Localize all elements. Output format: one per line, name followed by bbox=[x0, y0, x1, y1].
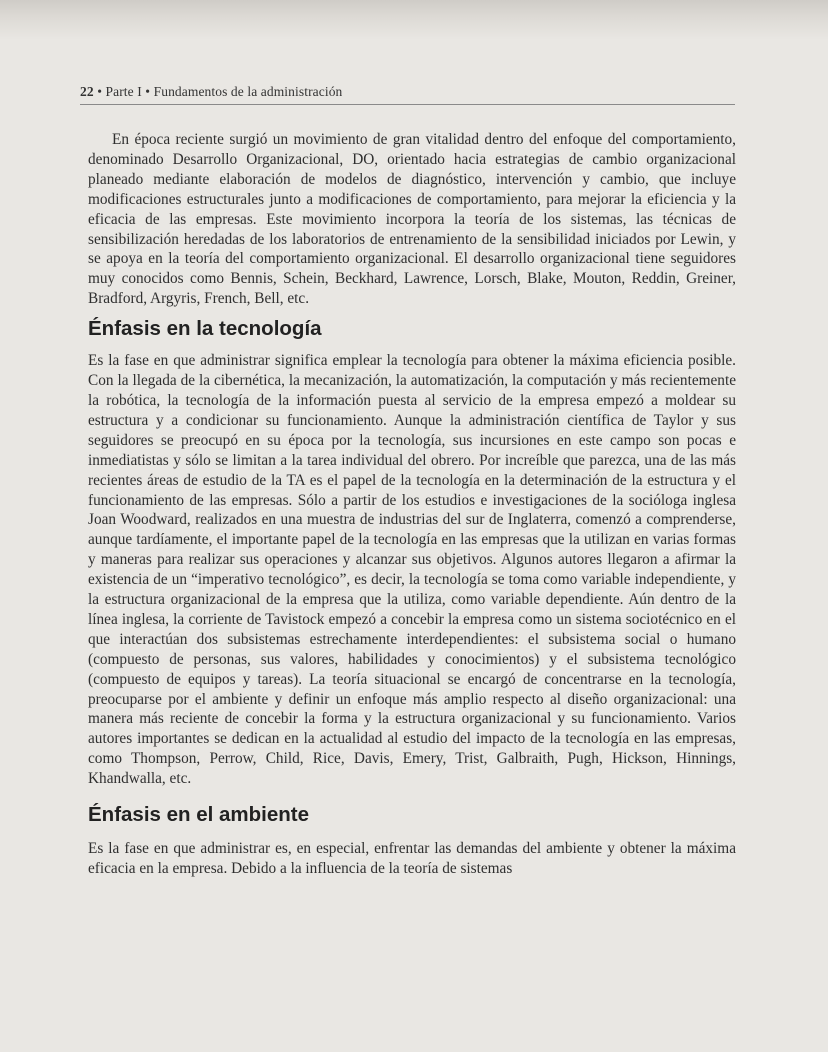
heading-enfasis-tecnologia: Énfasis en la tecnología bbox=[88, 317, 322, 341]
header-separator: • bbox=[97, 84, 103, 99]
scan-top-shadow bbox=[0, 0, 828, 40]
page-number: 22 bbox=[80, 84, 94, 99]
paragraph-desarrollo-organizacional: En época reciente surgió un movimiento de gran vitalidad dentro del enfoque del comportamiento, denominado Desarrollo Organizacional, DO, orientado hacia estrategias de cambio organizacional planeado mediante elaboración de modelos de diagnóstico, intervención y cambio, que incluye modificaciones estructurales junto a modificaciones de comportamiento, para mejorar la eficiencia y la eficacia de las empresas. Este movimiento incorpora la teoría de los sistemas, las técnicas de sensibilización heredadas de los laboratorios de entrenamiento de la sensibilidad iniciados por Lewin, y se apoya en la teoría del comportamiento organizacional. El desarrollo organizacional tiene seguidores muy conocidos como Bennis, Schein, Beckhard, Lawrence, Lorsch, Blake, Mouton, Reddin, Greiner, Bradford, Argyris, French, Bell, etc. bbox=[88, 131, 736, 308]
heading-enfasis-ambiente: Énfasis en el ambiente bbox=[88, 803, 310, 827]
page-content bbox=[88, 130, 736, 879]
running-header bbox=[80, 84, 735, 105]
header-part: Parte I bbox=[105, 84, 142, 99]
paragraph-enfasis-tecnologia: Es la fase en que administrar significa emplear la tecnología para obtener la máxima eficiencia posible. Con la llegada de la cibernética, la mecanización, la automatización, la computación y más recientemente la robótica, la tecnología de la información puesta al servicio de la empresa empezó a moldear su estructura y a condicionar su funcionamiento. Aunque la administración científica de Taylor y sus seguidores se preocupó en su época por la tecnología, sus incursiones en este campo son pocas e inmediatistas y sólo se limitan a la tarea individual del obrero. Por increíble que parezca, una de las más recientes áreas de estudio de la TA es el papel de la tecnología en la determinación de la estructura y el funcionamiento de las empresas. Sólo a partir de los estudios e investigaciones de la socióloga inglesa Joan Woodward, realizados en una muestra de industrias del sur de Inglaterra, comenzó a comprenderse, aunque tardíamente, el importante papel de la tecnología en las empresas que la utilizan en varias formas y maneras para realizar sus operaciones y alcanzar sus objetivos. Algunos autores llegaron a afirmar la existencia de un “imperativo tecnológico”, es decir, la tecnología se toma como variable independiente, y la estructura organizacional de la empresa que la utiliza, como variable dependiente. Aún dentro de la línea inglesa, la corriente de Tavistock empezó a concebir la empresa como un sistema sociotécnico en el que interactúan dos subsistemas estrechamente interdependientes: el subsistema social o humano (compuesto de personas, sus valores, habilidades y conocimientos) y el subsistema tecnológico (compuesto de equipos y tareas). La teoría situacional se encargó de concentrarse en la tecnología, preocuparse por el ambiente y definir un enfoque más amplio respecto al diseño organizacional: una manera más reciente de concebir la forma y la estructura organizacional y su funcionamiento. Varios autores importantes se dedican en la actualidad al estudio del impacto de la tecnología en las empresas, como Thompson, Perrow, Child, Rice, Davis, Emery, Trist, Galbraith, Pugh, Hickson, Hinnings, Khandwalla, etc. bbox=[88, 352, 736, 788]
paragraph-enfasis-ambiente: Es la fase en que administrar es, en especial, enfrentar las demandas del ambiente y obtener la máxima eficacia en la empresa. Debido a la influencia de la teoría de sistemas bbox=[88, 840, 736, 877]
header-chapter-title: Fundamentos de la administración bbox=[153, 84, 343, 99]
header-separator: • bbox=[145, 84, 151, 99]
